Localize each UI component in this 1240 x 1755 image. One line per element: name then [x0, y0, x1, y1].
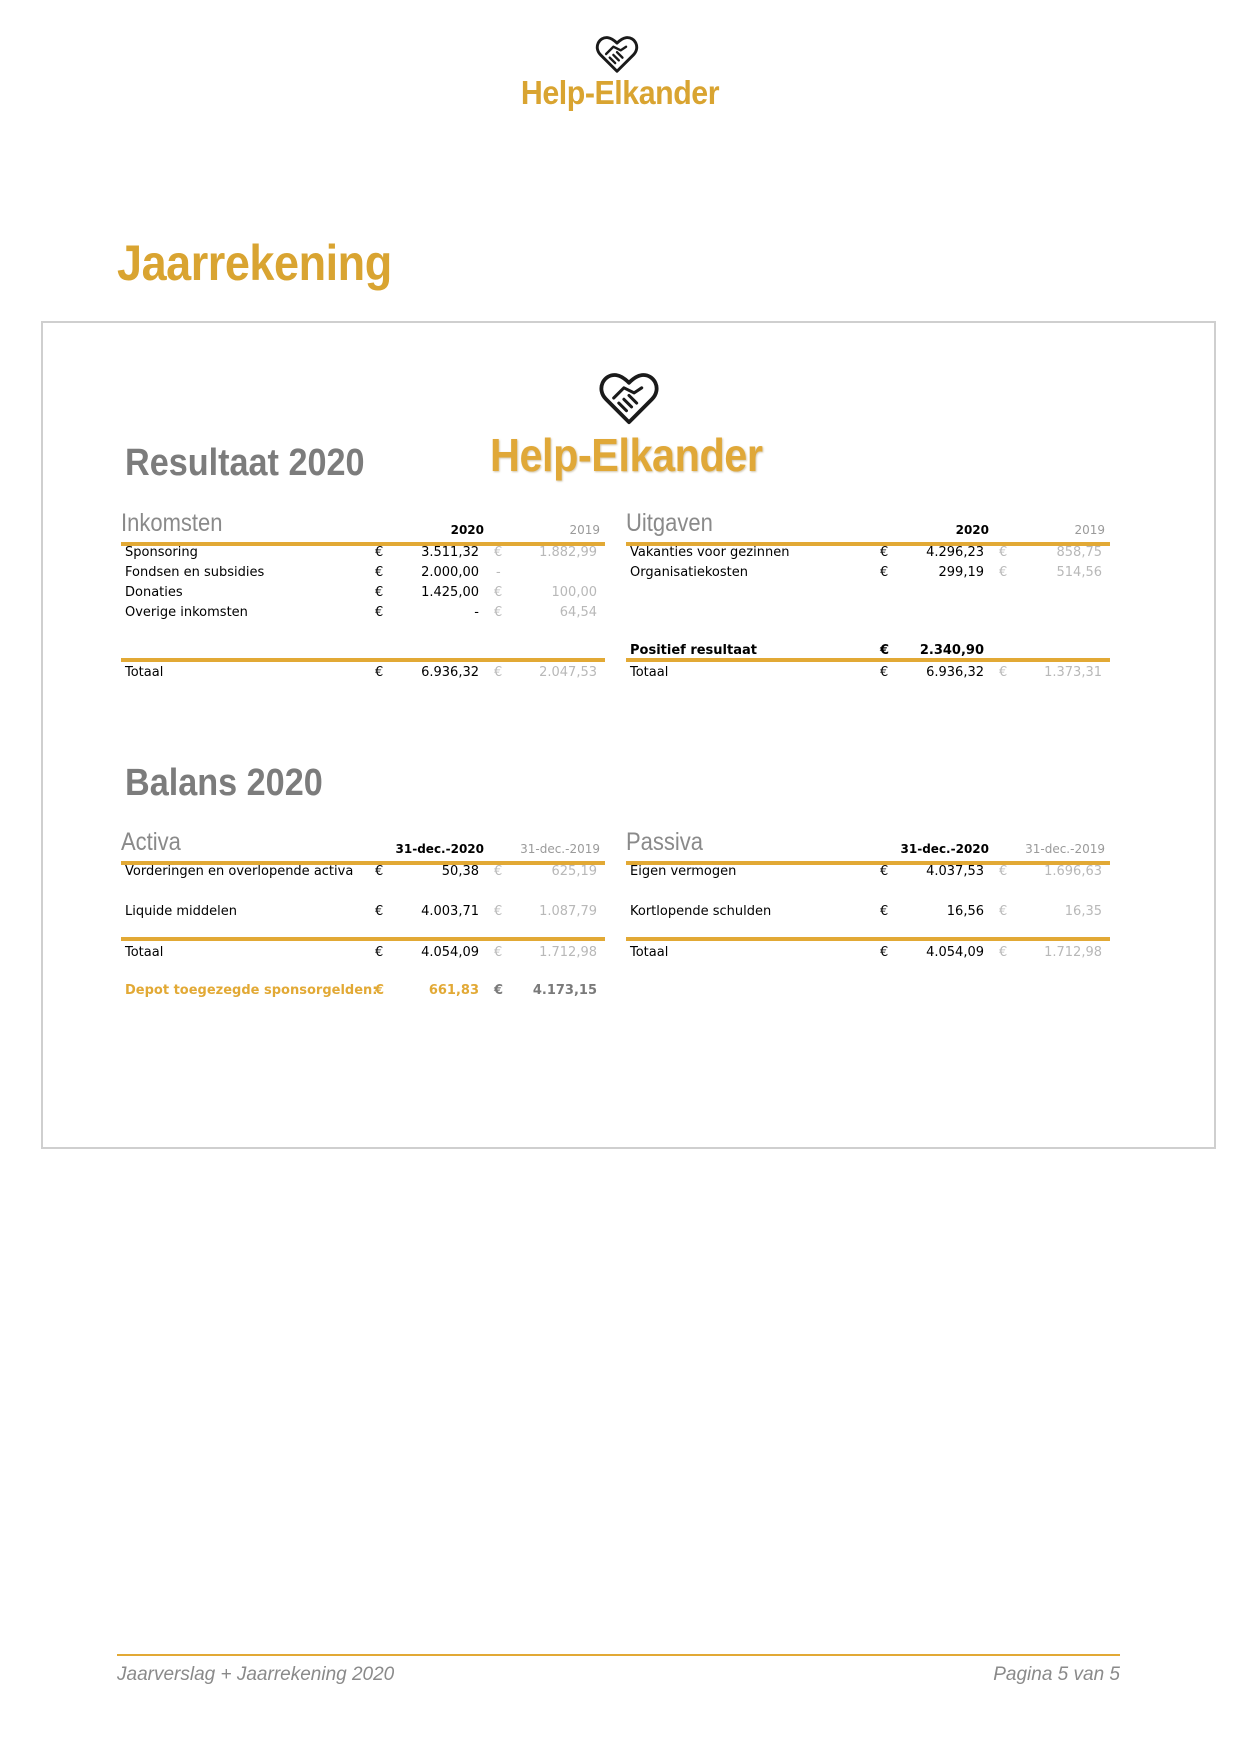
inkomsten-col-2020: 2020	[450, 523, 484, 537]
row-label: Vakanties voor gezinnen	[630, 545, 790, 560]
passiva-col-2019: 31-dec.-2019	[1025, 842, 1105, 856]
currency: €	[494, 545, 503, 560]
inkomsten-col-2019: 2019	[569, 523, 600, 537]
activa-title: Activa	[121, 828, 181, 856]
uitgaven-table	[626, 510, 1110, 690]
currency: €	[494, 665, 503, 680]
value-2020: 4.037,53	[926, 864, 984, 879]
heart-handshake-icon	[595, 34, 639, 74]
total-label: Totaal	[630, 665, 669, 680]
table-row	[121, 904, 605, 922]
row-label: Fondsen en subsidies	[125, 565, 265, 580]
currency: -	[496, 565, 501, 580]
value-2019: 858,75	[1056, 545, 1102, 560]
passiva-header	[626, 829, 1110, 865]
value-2019: 625,19	[551, 864, 597, 879]
value-2019: 514,56	[1056, 565, 1102, 580]
resultaat-title: Resultaat 2020	[125, 442, 365, 484]
total-divider	[121, 937, 605, 941]
depot-2019: 4.173,15	[532, 983, 597, 998]
activa-header	[121, 829, 605, 865]
footer-left: Jaarverslag + Jaarrekening 2020	[117, 1664, 395, 1685]
header-logo-text: Help-Elkander	[520, 74, 720, 111]
value-2020: 16,56	[946, 904, 984, 919]
value-2019: 1.882,99	[539, 545, 597, 560]
table-row	[121, 864, 605, 882]
footer-page-number: Pagina 5 van 5	[993, 1664, 1120, 1685]
value-2020: -	[474, 605, 479, 620]
row-label: Overige inkomsten	[125, 605, 248, 620]
value-2019: 100,00	[551, 585, 597, 600]
currency: €	[880, 904, 889, 919]
value-2019: 1.087,79	[539, 904, 597, 919]
table-row	[121, 545, 605, 563]
row-label: Vorderingen en overlopende activa	[125, 864, 354, 879]
currency: €	[880, 643, 890, 658]
currency: €	[999, 565, 1008, 580]
row-label: Organisatiekosten	[630, 565, 748, 580]
activa-col-2019: 31-dec.-2019	[520, 842, 600, 856]
value-2019: 1.696,63	[1044, 864, 1102, 879]
value-2020: 4.003,71	[421, 904, 479, 919]
currency: €	[880, 665, 889, 680]
uitgaven-col-2020: 2020	[955, 523, 989, 537]
depot-2020: 661,83	[428, 983, 479, 998]
total-row	[121, 665, 605, 683]
total-2019: 1.712,98	[539, 945, 597, 960]
total-label: Totaal	[125, 665, 164, 680]
inkomsten-title: Inkomsten	[121, 509, 223, 537]
uitgaven-header	[626, 510, 1110, 546]
result-label: Positief resultaat	[630, 643, 757, 658]
table-row	[626, 864, 1110, 882]
uitgaven-col-2019: 2019	[1074, 523, 1105, 537]
total-2020: 6.936,32	[421, 665, 479, 680]
currency: €	[880, 864, 889, 879]
value-2020: 4.296,23	[926, 545, 984, 560]
currency: €	[494, 904, 503, 919]
value-2020: 2.000,00	[421, 565, 479, 580]
table-row	[626, 545, 1110, 563]
balans-title: Balans 2020	[125, 762, 323, 804]
table-row	[121, 565, 605, 583]
result-value: 2.340,90	[919, 643, 984, 658]
passiva-col-2020: 31-dec.-2020	[900, 842, 989, 856]
passiva-table	[626, 829, 1110, 1009]
activa-table	[121, 829, 605, 1009]
activa-col-2020: 31-dec.-2020	[395, 842, 484, 856]
total-divider	[626, 658, 1110, 662]
total-row	[626, 665, 1110, 683]
currency: €	[999, 864, 1008, 879]
currency: €	[494, 983, 504, 998]
value-2020: 3.511,32	[421, 545, 479, 560]
currency: €	[375, 585, 384, 600]
total-2019: 2.047,53	[539, 665, 597, 680]
table-row	[121, 585, 605, 603]
value-2019: 64,54	[559, 605, 597, 620]
footer-divider	[117, 1654, 1120, 1656]
row-label: Kortlopende schulden	[630, 904, 772, 919]
currency: €	[494, 605, 503, 620]
table-row	[626, 565, 1110, 583]
value-2019: 16,35	[1064, 904, 1102, 919]
total-row	[121, 945, 605, 963]
total-label: Totaal	[630, 945, 669, 960]
total-divider	[626, 937, 1110, 941]
currency: €	[999, 545, 1008, 560]
row-label: Liquide middelen	[125, 904, 237, 919]
currency: €	[494, 945, 503, 960]
currency: €	[375, 565, 384, 580]
currency: €	[375, 945, 384, 960]
currency: €	[375, 904, 384, 919]
total-2019: 1.373,31	[1044, 665, 1102, 680]
total-2019: 1.712,98	[1044, 945, 1102, 960]
currency: €	[494, 864, 503, 879]
table-row	[626, 904, 1110, 922]
currency: €	[375, 983, 385, 998]
currency: €	[880, 545, 889, 560]
value-2020: 50,38	[441, 864, 479, 879]
depot-row	[121, 983, 605, 1001]
currency: €	[999, 904, 1008, 919]
currency: €	[375, 665, 384, 680]
row-label: Donaties	[125, 585, 183, 600]
currency: €	[880, 565, 889, 580]
currency: €	[494, 585, 503, 600]
total-2020: 6.936,32	[926, 665, 984, 680]
currency: €	[999, 665, 1008, 680]
depot-label: Depot toegezegde sponsorgelden:	[125, 983, 378, 998]
row-label: Eigen vermogen	[630, 864, 737, 879]
value-2020: 1.425,00	[421, 585, 479, 600]
passiva-title: Passiva	[626, 828, 704, 856]
currency: €	[999, 945, 1008, 960]
total-row	[626, 945, 1110, 963]
page-title: Jaarrekening	[117, 235, 392, 291]
row-label: Sponsoring	[125, 545, 198, 560]
inkomsten-table	[121, 510, 605, 690]
inkomsten-header	[121, 510, 605, 546]
total-2020: 4.054,09	[926, 945, 984, 960]
total-label: Totaal	[125, 945, 164, 960]
total-divider	[121, 658, 605, 662]
report-logo-text: Help-Elkander	[490, 429, 763, 481]
uitgaven-title: Uitgaven	[626, 509, 713, 537]
currency: €	[375, 864, 384, 879]
currency: €	[880, 945, 889, 960]
currency: €	[375, 605, 384, 620]
table-row	[121, 605, 605, 623]
currency: €	[375, 545, 384, 560]
heart-handshake-icon	[598, 370, 660, 426]
total-2020: 4.054,09	[421, 945, 479, 960]
value-2020: 299,19	[938, 565, 984, 580]
